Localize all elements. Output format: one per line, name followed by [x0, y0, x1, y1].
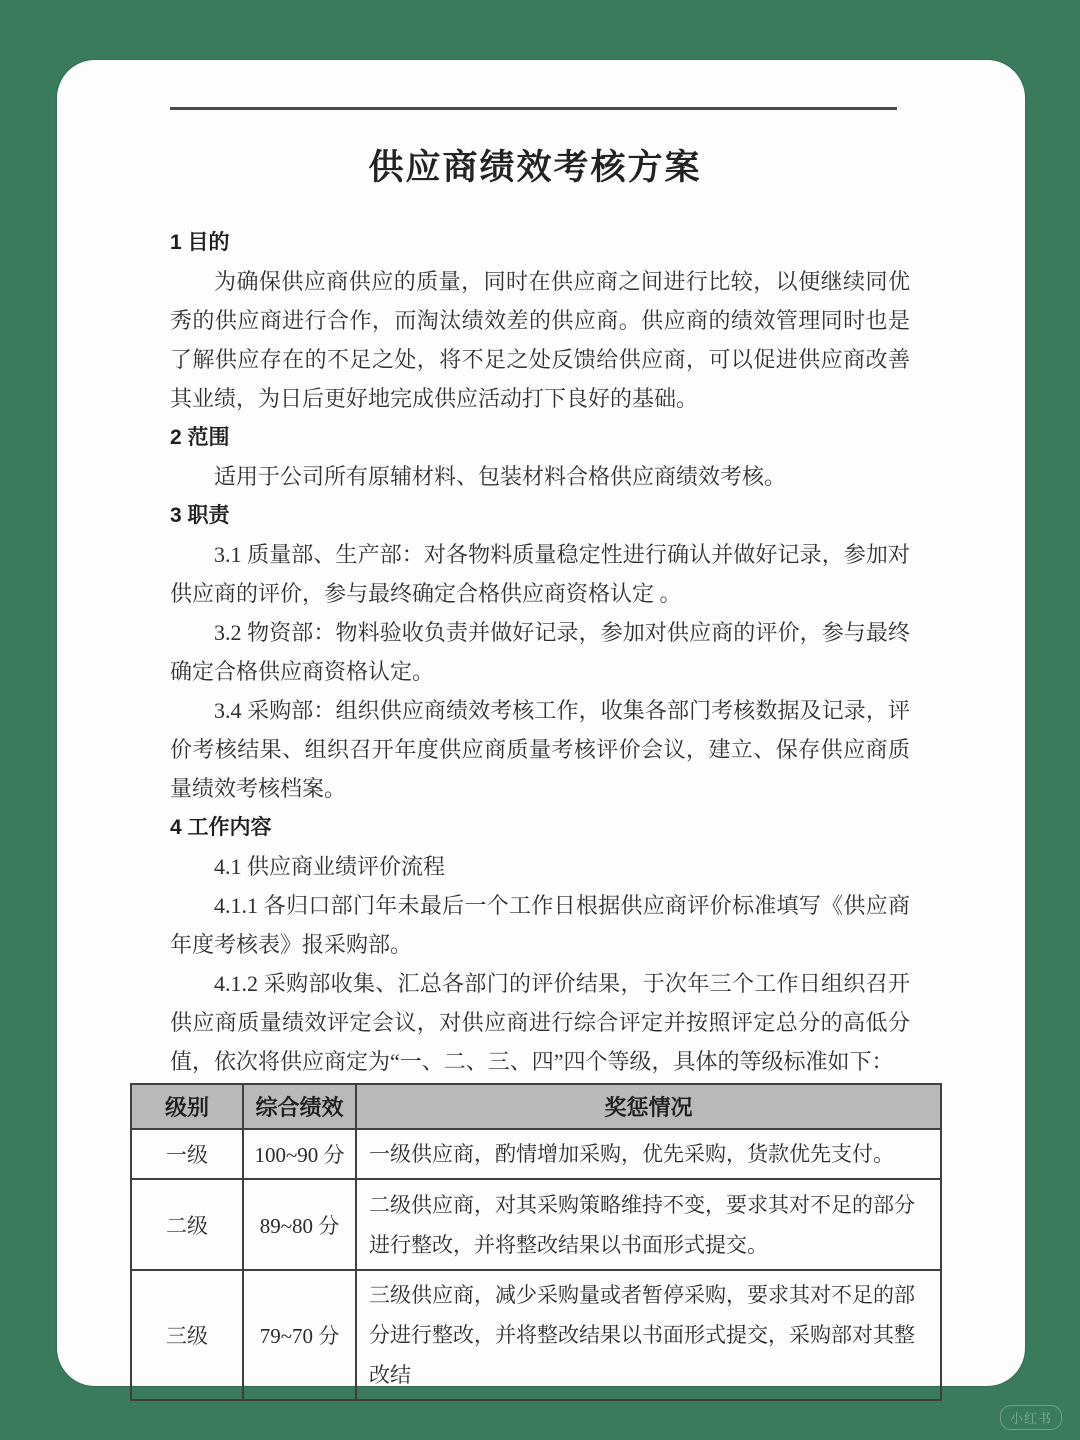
grade-cell: 三级: [131, 1270, 243, 1400]
table-row: [131, 1129, 941, 1179]
grade-cell: 二级: [131, 1179, 243, 1270]
paragraph: 4.1.1 各归口部门年未最后一个工作日根据供应商评价标准填写《供应商年度考核表》报采购部。: [170, 893, 910, 957]
document-body: [170, 223, 910, 1081]
paragraph: 3.2 物资部：物料验收负责并做好记录，参加对供应商的评价，参与最终确定合格供应商资格认定。: [170, 620, 910, 684]
action-cell: 三级供应商，减少采购量或者暂停采购，要求其对不足的部分进行整改，并将整改结果以书面形式提交，采购部对其整改结: [356, 1270, 941, 1400]
paragraph: 4.1 供应商业绩评价流程: [214, 854, 446, 879]
table-header-cell: 级别: [131, 1084, 243, 1129]
section-heading: 1 目的: [170, 231, 230, 254]
table-row: [131, 1179, 941, 1270]
score-cell: 79~70 分: [243, 1270, 356, 1400]
score-cell: 89~80 分: [243, 1179, 356, 1270]
paragraph: 适用于公司所有原辅材料、包装材料合格供应商绩效考核。: [214, 464, 787, 489]
table-header-cell: 综合绩效: [243, 1084, 356, 1129]
section-heading: 2 范围: [170, 426, 230, 449]
paragraph: 3.1 质量部、生产部：对各物料质量稳定性进行确认并做好记录，参加对供应商的评价，参与最终确定合格供应商资格认定 。: [170, 542, 910, 606]
document-title: 供应商绩效考核方案: [368, 148, 702, 187]
paragraph: 3.4 采购部：组织供应商绩效考核工作，收集各部门考核数据及记录，评价考核结果、组织召开年度供应商质量考核评价会议，建立、保存供应商质量绩效考核档案。: [170, 698, 910, 801]
table-row: [131, 1270, 941, 1400]
action-cell: 一级供应商，酌情增加采购，优先采购，货款优先支付。: [356, 1129, 941, 1179]
action-cell: 二级供应商，对其采购策略维持不变，要求其对不足的部分进行整改，并将整改结果以书面形式提交。: [356, 1179, 941, 1270]
document-page: [57, 60, 1025, 1386]
grade-table: [130, 1083, 942, 1401]
header-rule: [170, 107, 897, 110]
score-cell: 100~90 分: [243, 1129, 356, 1179]
document-content: [130, 60, 940, 1401]
section-heading: 3 职责: [170, 504, 230, 527]
table-header-row: [131, 1084, 941, 1129]
grade-cell: 一级: [131, 1129, 243, 1179]
watermark-badge: 小红书: [1000, 1405, 1062, 1430]
paragraph: 4.1.2 采购部收集、汇总各部门的评价结果，于次年三个工作日组织召开供应商质量绩效评定会议，对供应商进行综合评定并按照评定总分的高低分值，依次将供应商定为“一、二、三、四”四个等级，具体的等级标准如下：: [170, 971, 910, 1074]
paragraph: 为确保供应商供应的质量，同时在供应商之间进行比较，以便继续同优秀的供应商进行合作，而淘汰绩效差的供应商。供应商的绩效管理同时也是了解供应存在的不足之处，将不足之处反馈给供应商，可以促进供应商改善其业绩，为日后更好地完成供应活动打下良好的基础。: [170, 269, 910, 411]
table-header-cell: 奖惩情况: [356, 1084, 941, 1129]
section-heading: 4 工作内容: [170, 816, 272, 839]
